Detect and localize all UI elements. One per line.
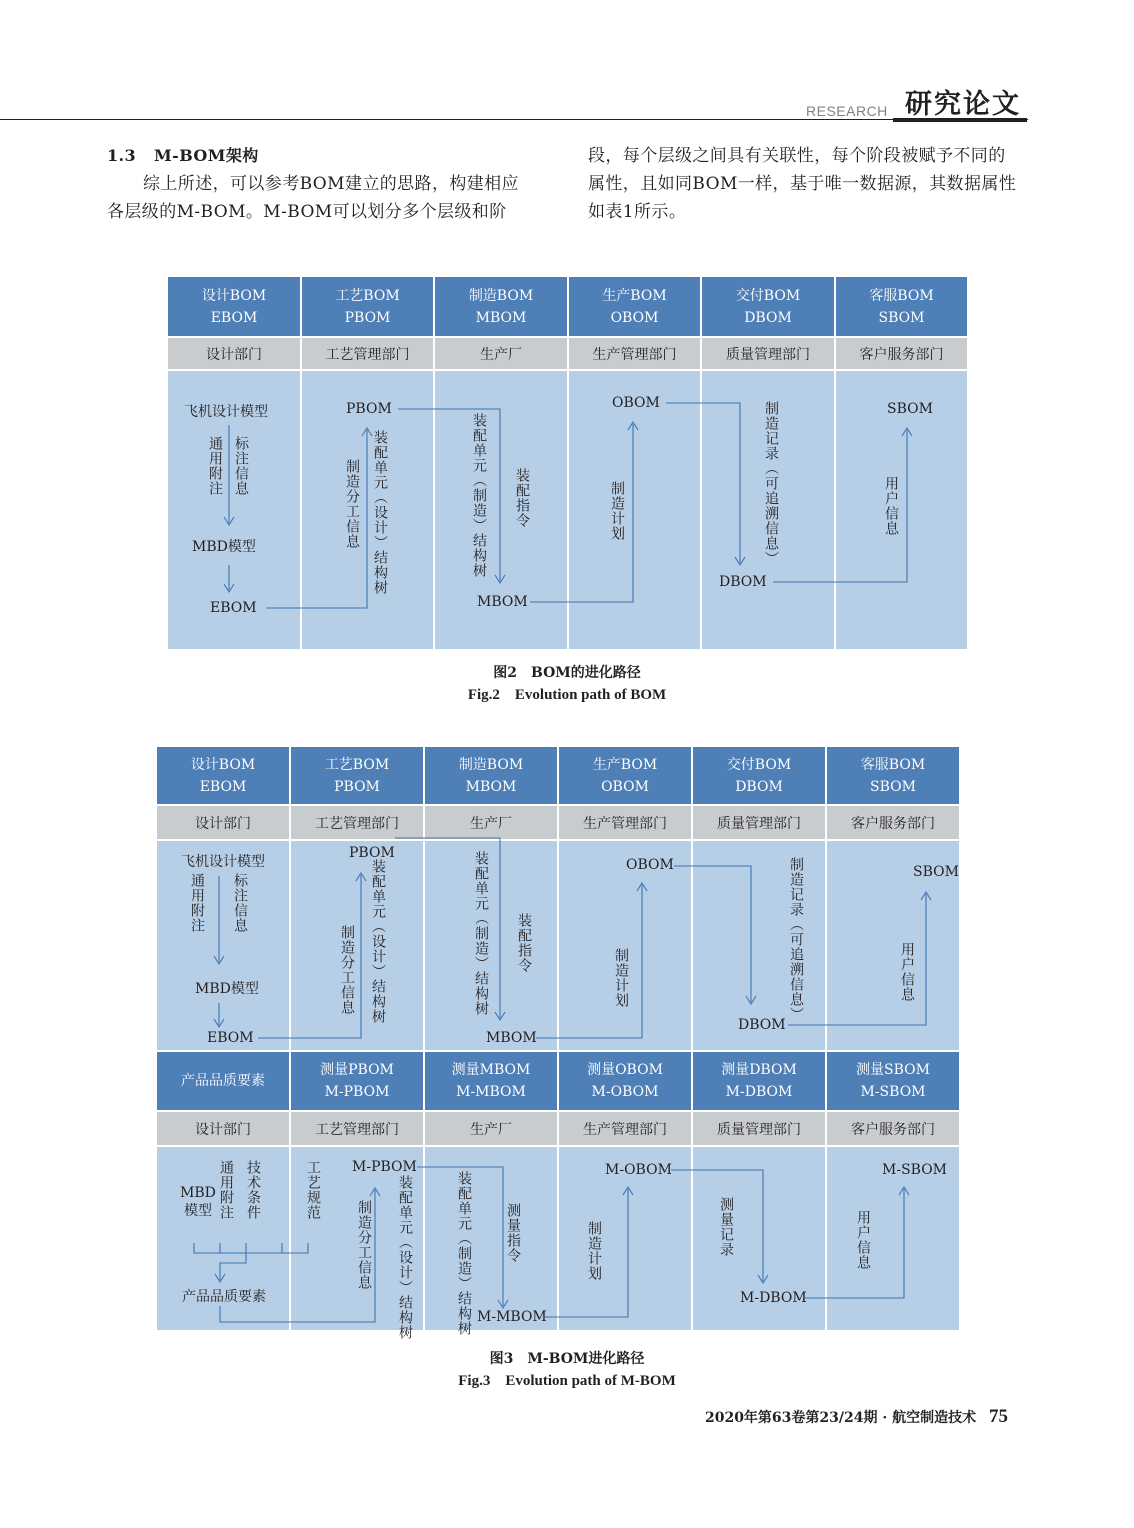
right-para-line3: 如表1所示。 [588, 202, 687, 222]
fig2-node-mbd: MBD模型 [192, 539, 256, 555]
fig2-v-mark: 标注信息 [233, 436, 249, 496]
fig2-header-ebom: 设计BOM EBOM [168, 277, 302, 338]
fig2-v-asm-tree2: 装配单元（制造）结构树 [471, 413, 487, 578]
fig3-header2-mpbom: 测量PBOM M-PBOM [291, 1052, 425, 1112]
page-number: 75 [989, 1406, 1008, 1427]
fig3-dept2-process: 工艺管理部门 [291, 1112, 425, 1147]
fig2-dept-factory: 生产厂 [435, 338, 569, 371]
fig2-node-dbom: DBOM [719, 574, 767, 590]
right-para-line1: 段，每个层级之间具有关联性，每个阶段被赋予不同的 [588, 146, 1006, 166]
fig3-v-plan: 制造计划 [613, 948, 629, 1008]
fig3-v2-spec: 工艺规范 [305, 1160, 321, 1220]
fig3-header-dbom: 交付BOM DBOM [693, 747, 827, 806]
header-title: 研究论文 [905, 89, 1021, 120]
fig3-v-mark: 标注信息 [232, 873, 248, 933]
fig3-dept-service: 客户服务部门 [827, 806, 959, 841]
fig3-dept-prodmgmt: 生产管理部门 [559, 806, 693, 841]
fig3-v-split: 制造分工信息 [339, 925, 355, 1015]
fig3-node-obom: OBOM [626, 857, 674, 873]
fig3-v2-plan: 制造计划 [586, 1221, 602, 1281]
fig3-v2-record: 测量记录 [718, 1197, 734, 1257]
footer-journal: 2020年第63卷第23/24期 · 航空制造技术 [704, 1410, 977, 1426]
fig3-node-pbom: PBOM [349, 845, 395, 861]
fig2-v-record: 制造记录（可追溯信息） [763, 401, 779, 566]
fig2-node-model: 飞机设计模型 [184, 404, 268, 420]
fig2-caption-cn: 图2 BOM的进化路径 [493, 665, 641, 681]
fig3-node2-mobom: M-OBOM [605, 1162, 672, 1178]
fig3-v2-tech: 技术条件 [245, 1160, 261, 1220]
fig3-header-obom: 生产BOM OBOM [559, 747, 693, 806]
fig2-caption-en: Fig.2 Evolution path of BOM [467, 687, 667, 703]
left-para-line1: 综上所述，可以参考BOM建立的思路，构建相应 [143, 174, 519, 194]
fig2-header-obom: 生产BOM OBOM [569, 277, 702, 338]
section-title: M-BOM架构 [154, 146, 259, 165]
fig2-node-pbom: PBOM [346, 401, 392, 417]
fig2-header-sbom: 客服BOM SBOM [836, 277, 967, 338]
fig3-v-general: 通用附注 [189, 873, 205, 933]
fig3-dept2-design: 设计部门 [157, 1112, 291, 1147]
fig3-caption-cn: 图3 M-BOM进化路径 [489, 1351, 645, 1367]
section-number: 1.3 [107, 146, 137, 165]
right-para-line2: 属性，且如同BOM一样，基于唯一数据源，其数据属性 [588, 174, 1017, 194]
fig2-v-asm-tree: 装配单元（设计）结构树 [372, 430, 388, 595]
fig3-node2-mmbom: M-MBOM [477, 1309, 547, 1325]
fig3-dept2-factory: 生产厂 [425, 1112, 559, 1147]
fig3-v-record: 制造记录（可追溯信息） [788, 857, 804, 1022]
fig2-header-mbom: 制造BOM MBOM [435, 277, 569, 338]
fig3-node-model: 飞机设计模型 [181, 854, 265, 870]
fig3-dept-factory: 生产厂 [425, 806, 559, 841]
footer [705, 1406, 1008, 1428]
fig3-dept-process: 工艺管理部门 [291, 806, 425, 841]
fig3-node-mbd: MBD模型 [195, 981, 259, 997]
fig3-v2-user: 用户信息 [855, 1210, 871, 1270]
fig3-dept-quality: 质量管理部门 [693, 806, 827, 841]
fig2-v-user: 用户信息 [883, 476, 899, 536]
fig3-v2-asm-tree2: 装配单元（制造）结构树 [456, 1171, 472, 1336]
fig2-dept-quality: 质量管理部门 [702, 338, 836, 371]
fig3-dept2-quality: 质量管理部门 [693, 1112, 827, 1147]
fig3-node-dbom: DBOM [738, 1017, 786, 1033]
fig3-v-asm-tree2: 装配单元（制造）结构树 [473, 851, 489, 1016]
fig3-header-sbom: 客服BOM SBOM [827, 747, 959, 806]
fig2-v-plan: 制造计划 [609, 481, 625, 541]
fig3-caption-en: Fig.3 Evolution path of M-BOM [458, 1373, 676, 1389]
fig2-node-ebom: EBOM [210, 600, 257, 616]
fig2-header-dbom: 交付BOM DBOM [702, 277, 836, 338]
fig3-node-sbom: SBOM [913, 864, 959, 880]
fig3-header2-mdbom: 测量DBOM M-DBOM [693, 1052, 827, 1112]
fig3-node2-msbom: M-SBOM [882, 1162, 948, 1178]
fig3-node-mbom: MBOM [486, 1030, 537, 1046]
fig3-header-pbom: 工艺BOM PBOM [291, 747, 425, 806]
fig3-node2-factor: 产品品质要素 [182, 1289, 266, 1305]
fig3-node-ebom: EBOM [207, 1030, 254, 1046]
fig2-v-general: 通用附注 [207, 436, 223, 496]
header-research: RESEARCH [806, 103, 888, 119]
fig3-v2-general: 通用附注 [218, 1160, 234, 1220]
fig3-header2-mobom: 测量OBOM M-OBOM [559, 1052, 693, 1112]
fig2-node-obom: OBOM [612, 395, 660, 411]
fig3-v-asm-tree: 装配单元（设计）结构树 [370, 859, 386, 1024]
fig3-header-mbom: 制造BOM MBOM [425, 747, 559, 806]
fig3-node2-mbd: MBD模型 [180, 1185, 216, 1219]
fig3-dept2-prodmgmt: 生产管理部门 [559, 1112, 693, 1147]
fig3-v-instr: 装配指令 [516, 913, 532, 973]
fig2-node-sbom: SBOM [887, 401, 933, 417]
left-para-line2: 各层级的M-BOM。M-BOM可以划分多个层级和阶 [107, 202, 507, 222]
fig3-dept2-service: 客户服务部门 [827, 1112, 959, 1147]
fig3-header2-factor: 产品品质要素 [157, 1052, 291, 1112]
fig2-dept-prodmgmt: 生产管理部门 [569, 338, 702, 371]
fig2-v-split: 制造分工信息 [344, 459, 360, 549]
fig3-node2-mpbom: M-PBOM [352, 1159, 417, 1175]
fig3-header2-msbom: 测量SBOM M-SBOM [827, 1052, 959, 1112]
fig3-v2-instr: 测量指令 [505, 1203, 521, 1263]
fig3-header-ebom: 设计BOM EBOM [157, 747, 291, 806]
fig2-dept-process: 工艺管理部门 [302, 338, 435, 371]
fig2-dept-design: 设计部门 [168, 338, 302, 371]
fig3-header2-mmbom: 测量MBOM M-MBOM [425, 1052, 559, 1112]
fig3-v-user: 用户信息 [899, 942, 915, 1002]
fig2-dept-service: 客户服务部门 [836, 338, 967, 371]
fig3-node2-mdbom: M-DBOM [740, 1290, 807, 1306]
fig3-v2-split: 制造分工信息 [356, 1200, 372, 1290]
fig2-header-pbom: 工艺BOM PBOM [302, 277, 435, 338]
fig2-v-instr: 装配指令 [514, 468, 530, 528]
fig2-node-mbom: MBOM [477, 594, 528, 610]
fig3-dept-design: 设计部门 [157, 806, 291, 841]
fig3-v2-asm-tree: 装配单元（设计）结构树 [397, 1175, 413, 1340]
